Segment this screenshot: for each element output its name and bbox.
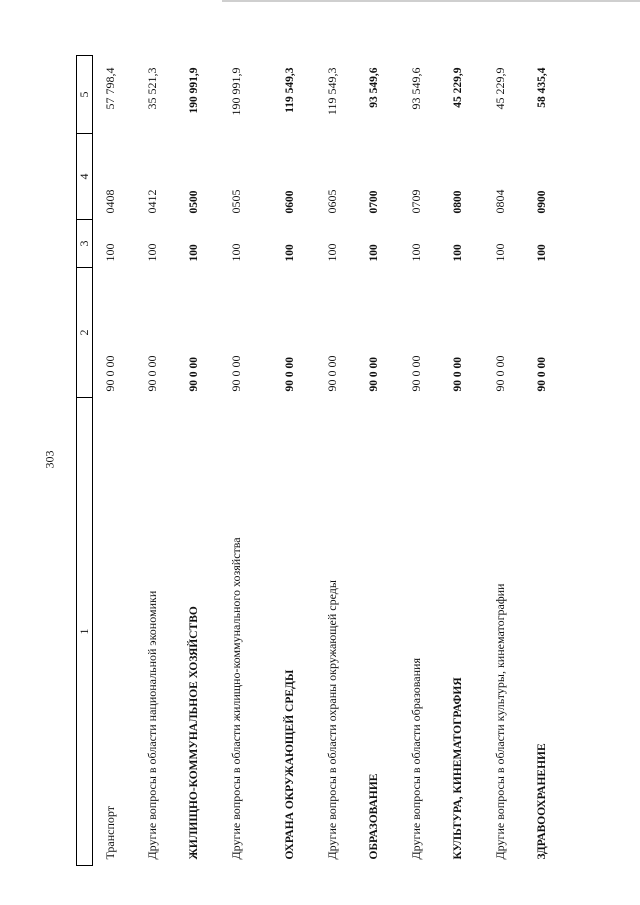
- table-row: [483, 56, 525, 866]
- header-row: [77, 56, 93, 866]
- row-code: 90 0 00: [145, 355, 159, 392]
- row-value: 93 549,6: [409, 67, 423, 110]
- row-code: 90 0 00: [409, 355, 423, 392]
- row-name: Другие вопросы в области охраны окружающей среды: [325, 580, 339, 860]
- row-code: 90 0 00: [536, 357, 548, 392]
- row-code: 90 0 00: [229, 355, 243, 392]
- row-c4: 0709: [409, 189, 423, 214]
- row-c4: 0700: [368, 190, 380, 214]
- row-name: Другие вопросы в области образования: [409, 658, 423, 860]
- row-value: 45 229,9: [452, 67, 464, 108]
- header-col-1: 1: [77, 398, 93, 866]
- row-value: 119 549,3: [284, 67, 296, 113]
- header-col-2: 2: [77, 268, 93, 398]
- table-row: [219, 56, 273, 866]
- row-code: 90 0 00: [103, 355, 117, 392]
- row-c3: 100: [188, 244, 200, 262]
- row-c3: 100: [325, 243, 339, 262]
- row-name: Транспорт: [103, 806, 117, 860]
- row-c3: 100: [368, 244, 380, 262]
- row-code: 90 0 00: [493, 355, 507, 392]
- budget-table: [76, 55, 567, 866]
- row-value: 190 991,9: [188, 67, 200, 114]
- row-c4: 0408: [103, 189, 117, 214]
- row-c3: 100: [536, 244, 548, 262]
- row-code: 90 0 00: [284, 357, 296, 392]
- row-c3: 100: [145, 243, 159, 262]
- header-col-3: 3: [77, 220, 93, 268]
- row-c3: 100: [493, 243, 507, 262]
- table-row-section: [177, 56, 219, 866]
- table-row: [93, 56, 136, 866]
- row-value: 190 991,9: [229, 67, 243, 116]
- row-value: 57 798,4: [103, 67, 117, 110]
- row-name: Другие вопросы в области жилищно-коммунального хозяйства: [229, 537, 243, 860]
- table-row: [135, 56, 177, 866]
- table-row-section: [525, 56, 567, 866]
- row-c4: 0412: [145, 189, 159, 214]
- row-name: ОБРАЗОВАНИЕ: [368, 773, 380, 860]
- row-c3: 100: [229, 243, 243, 262]
- row-c3: 100: [452, 244, 464, 262]
- row-c3: 100: [284, 244, 296, 262]
- table-row-section: [357, 56, 399, 866]
- rotated-page-content: [76, 56, 600, 866]
- row-value: 45 229,9: [493, 67, 507, 110]
- row-value: 58 435,4: [536, 67, 548, 108]
- row-name: КУЛЬТУРА, КИНЕМАТОГРАФИЯ: [452, 677, 464, 860]
- row-value: 119 549,3: [325, 67, 339, 116]
- row-name: ЖИЛИЩНО-КОММУНАЛЬНОЕ ХОЗЯЙСТВО: [188, 606, 200, 860]
- row-c4: 0800: [452, 190, 464, 214]
- row-c4: 0505: [229, 189, 243, 214]
- row-c4: 0600: [284, 190, 296, 214]
- row-value: 93 549,6: [368, 67, 380, 108]
- row-c4: 0804: [493, 189, 507, 214]
- row-name: Другие вопросы в области национальной экономики: [145, 590, 159, 860]
- top-rule: [222, 0, 640, 2]
- table-wrapper: [76, 56, 600, 866]
- row-name: ЗДРАВООХРАНЕНИЕ: [536, 743, 548, 860]
- row-code: 90 0 00: [325, 355, 339, 392]
- row-c3: 100: [103, 243, 117, 262]
- table-row-section: [441, 56, 483, 866]
- row-c4: 0500: [188, 190, 200, 214]
- row-code: 90 0 00: [188, 357, 200, 392]
- header-col-5: 5: [77, 56, 93, 134]
- row-c4: 0900: [536, 190, 548, 214]
- table-row-section: [273, 56, 315, 866]
- table-row: [315, 56, 357, 866]
- row-code: 90 0 00: [452, 357, 464, 392]
- row-value: 35 521,3: [145, 67, 159, 110]
- row-code: 90 0 00: [368, 357, 380, 392]
- page-number: 303: [42, 450, 57, 469]
- row-c3: 100: [409, 243, 423, 262]
- row-name: ОХРАНА ОКРУЖАЮЩЕЙ СРЕДЫ: [284, 669, 296, 860]
- table-row: [399, 56, 441, 866]
- row-c4: 0605: [325, 189, 339, 214]
- table-body: [93, 56, 568, 866]
- row-name: Другие вопросы в области культуры, кинематографии: [493, 583, 507, 860]
- header-col-4: 4: [77, 134, 93, 220]
